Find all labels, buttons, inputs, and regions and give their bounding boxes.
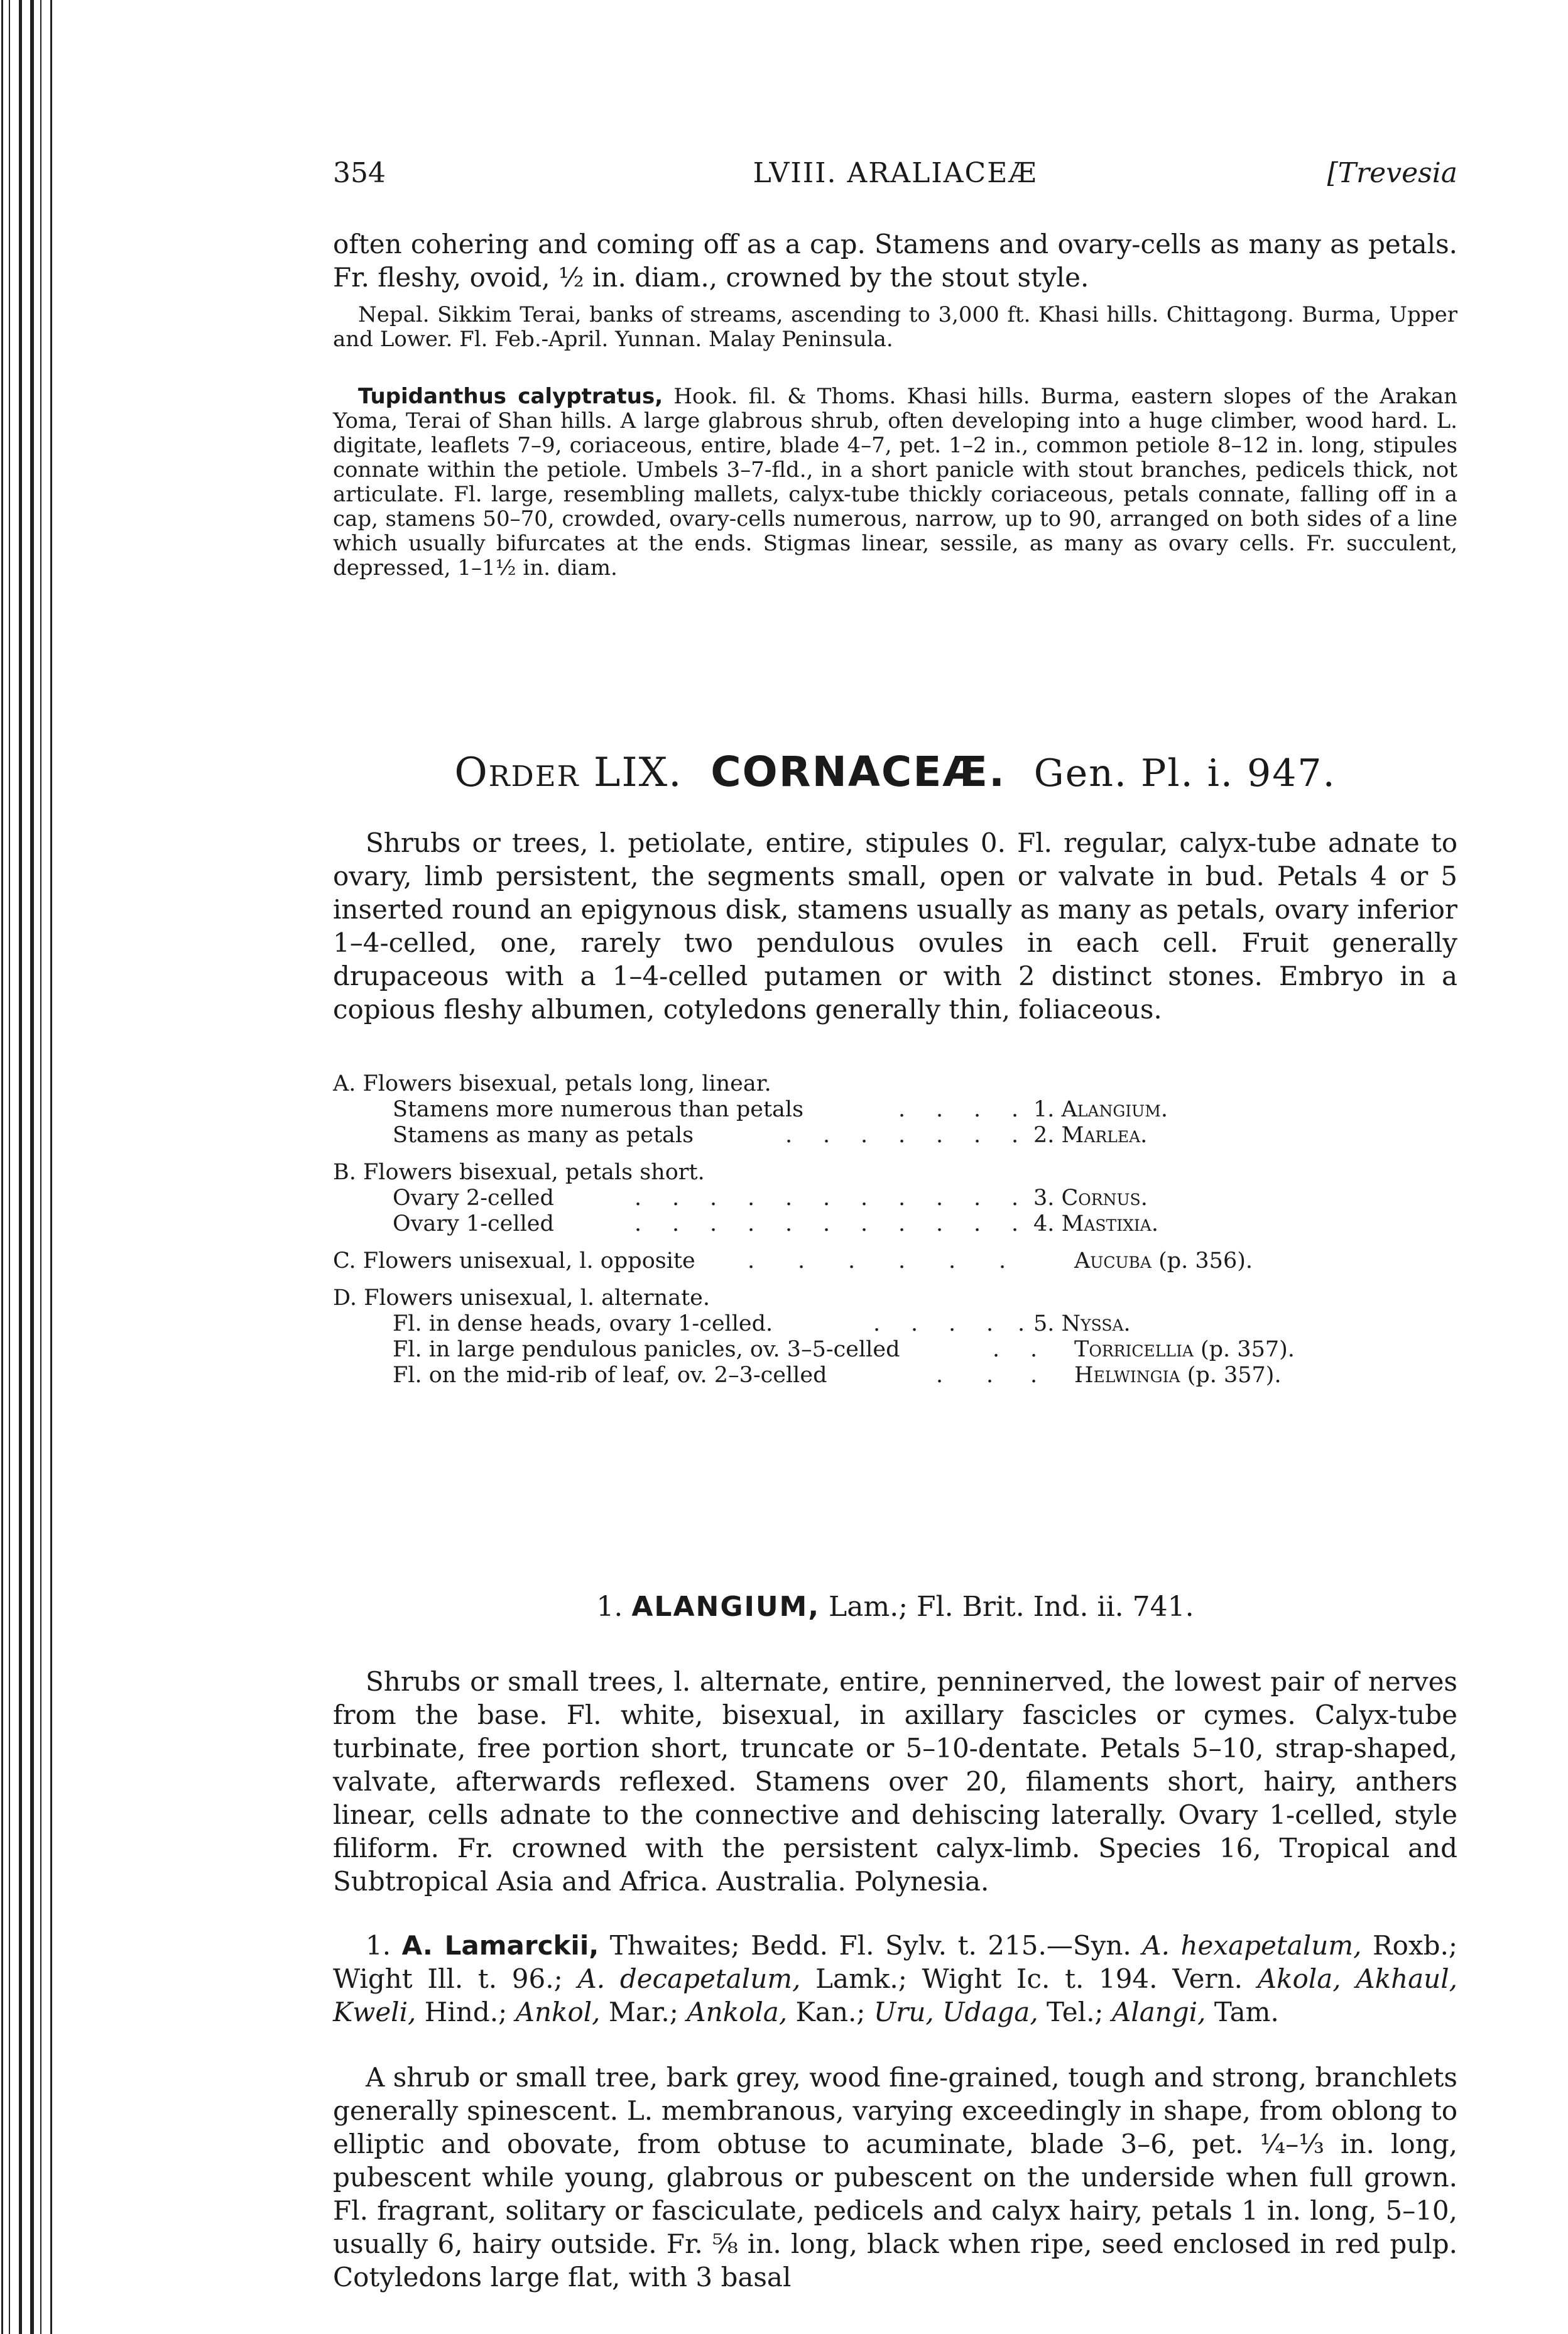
key-row — [333, 1160, 1457, 1186]
distribution-note: Nepal. Sikkim Terai, banks of streams, ascending to 3,000 ft. Khasi hills. Chittagong. Burma, Upper and Lower. Fl. Feb.-April. Yunnan. Malay Peninsula. — [333, 302, 1457, 352]
continuation-paragraph: often cohering and coming off as a cap. Stamens and ovary-cells as many as petals. Fr. fleshy, ovoid, ½ in. diam., crowned by the stout style. — [333, 229, 1457, 293]
key-row: Ovary 1-celled . . . . . . . . . . . 4. Mastixia. — [393, 1211, 1158, 1236]
key-b-heading: B. Flowers bisexual, petals short. — [333, 1160, 705, 1185]
key-d2-result — [1074, 1337, 1295, 1363]
key-row: Fl. in large pendulous panicles, ov. 3–5-celled . . Torricellia (p. 357). — [393, 1337, 1295, 1362]
book-spine-edge — [0, 0, 69, 2334]
order-description: Shrubs or trees, l. petiolate, entire, stipules 0. Fl. regular, calyx-tube adnate to ovary, limb persistent, the segments small, open or valvate in bud. Petals 4 or 5 inserted round an epigynous disk, stamens usually as many as petals, ovary inferior 1–4-celled, one, rarely two pendulous ovules in each cell. Fruit generally drupaceous with a 1–4-celled putamen or with 2 distinct stones. Embryo in a copious fleshy albumen, cotyledons generally thin, foliaceous. — [333, 827, 1457, 1025]
species-citation: Thwaites; Bedd. Fl. Sylv. t. 215.—Syn. — [599, 1930, 1143, 1961]
key-row — [333, 1071, 1457, 1097]
order-reference: Gen. Pl. i. 947. — [1033, 751, 1336, 795]
key-a-heading: A. Flowers bisexual, petals long, linear. — [333, 1071, 771, 1096]
vernacular-name: Ankola, — [687, 1997, 788, 2027]
key-d1-result: 5. Nyssa. — [1033, 1311, 1131, 1336]
key-a2-result: 2. Marlea. — [1033, 1123, 1148, 1148]
order-family: CORNACEÆ. — [710, 748, 1006, 796]
species-heading — [333, 1929, 1457, 2029]
key-c-genus: Aucuba — [1074, 1248, 1152, 1273]
genus-number: 1. — [596, 1591, 623, 1623]
order-number: Order LIX. — [454, 750, 683, 796]
genus-heading — [333, 1591, 1457, 1623]
vernacular-name: Alangi, — [1111, 1997, 1206, 2027]
vernacular-name: Uru, Udaga, — [873, 1997, 1038, 2027]
key-b1-label: Ovary 2-celled — [393, 1186, 554, 1211]
tupidanthus-name: Tupidanthus calyptratus, — [358, 384, 663, 409]
order-title — [333, 748, 1457, 796]
species-number: 1. — [366, 1930, 391, 1961]
species-citation: Kan.; — [787, 1997, 874, 2027]
key-a2-label: Stamens as many as petals — [393, 1123, 694, 1148]
genus-name: ALANGIUM, — [631, 1591, 820, 1623]
key-row: Fl. in dense heads, ovary 1-celled. . . . . . 5. Nyssa. — [393, 1311, 1131, 1336]
key-c-page: (p. 356). — [1151, 1248, 1253, 1273]
vernacular-name: Akola, Akhaul, Kweli, — [333, 1963, 1457, 2027]
key-row: Fl. on the mid-rib of leaf, ov. 2–3-celled . . . Helwingia (p. 357). — [393, 1363, 1282, 1388]
species-citation: Tel.; — [1038, 1997, 1112, 2027]
running-title: LVIII. ARALIACEÆ — [753, 157, 1038, 189]
species-citation: Mar.; — [600, 1997, 687, 2027]
genus-key — [333, 1071, 1457, 1388]
genus-description: Shrubs or small trees, l. alternate, entire, penninerved, the lowest pair of nerves from the base. Fl. white, bisexual, in axillary fascicles or cymes. Calyx-tube turbinate, free portion short, truncate or 5–10-dentate. Petals 5–10, strap-shaped, valvate, afterwards reflexed. Stamens over 20, filaments short, hairy, anthers linear, cells adnate to the connective and dehiscing laterally. Ovary 1-celled, style filiform. Fr. crowned with the persistent calyx-limb. Species 16, Tropical and Subtropical Asia and Africa. Australia. Polynesia. — [333, 1666, 1457, 1897]
genus-reference: Lam.; Fl. Brit. Ind. ii. 741. — [820, 1591, 1194, 1623]
key-d3-page: (p. 357). — [1180, 1363, 1282, 1388]
key-d2-genus: Torricellia — [1074, 1337, 1194, 1362]
key-d2-page: (p. 357). — [1193, 1337, 1295, 1362]
key-row: Ovary 2-celled . . . . . . . . . . . 3. Cornus. — [393, 1186, 1148, 1211]
species-synonym: A. decapetalum, — [577, 1963, 801, 1994]
page-number: 354 — [333, 157, 386, 189]
species-citation: Roxb.; Wight Ill. t. 96.; — [333, 1930, 1457, 1994]
species-citation: Lamk.; Wight Ic. t. 194. Vern. — [800, 1963, 1258, 1994]
running-head — [333, 157, 1457, 195]
key-c-result — [1074, 1248, 1253, 1274]
key-row: C. Flowers unisexual, l. opposite . . . . . . Aucuba (p. 356). — [333, 1248, 1253, 1273]
key-a1-result: 1. Alangium. — [1033, 1097, 1168, 1122]
key-row: Stamens as many as petals . . . . . . . 2. Marlea. — [393, 1123, 1148, 1148]
key-a1-label: Stamens more numerous than petals — [393, 1097, 804, 1122]
key-b2-result: 4. Mastixia. — [1033, 1211, 1158, 1236]
species-synonym: A. hexapetalum, — [1142, 1930, 1362, 1961]
key-d-heading: D. Flowers unisexual, l. alternate. — [333, 1285, 710, 1311]
tupidanthus-note — [333, 384, 1457, 581]
key-c-label: C. Flowers unisexual, l. opposite — [333, 1248, 695, 1273]
tupidanthus-text: Hook. fil. & Thoms. Khasi hills. Burma, eastern slopes of the Arakan Yoma, Terai of Shan hills. A large glabrous shrub, often developing into a huge climber, wood hard. L. digitate, leaflets 7–9, coriaceous, entire, blade 4–7, pet. 1–2 in., common petiole 8–12 in. long, stipules connate within the petiole. Umbels 3–7-fld., in a short panicle with stout branches, pedicels thick, not articulate. Fl. large, resembling mallets, calyx-tube thickly coriaceous, petals connate, falling off in a cap, stamens 50–70, crowded, ovary-cells numerous, narrow, up to 90, arranged on both sides of a line which usually bifurcates at the ends. Stigmas linear, sessile, as many as ovary cells. Fr. succulent, depressed, 1–1½ in. diam. — [333, 384, 1457, 581]
key-d3-label: Fl. on the mid-rib of leaf, ov. 2–3-celled — [393, 1363, 827, 1388]
species-citation: Tam. — [1206, 1997, 1279, 2027]
vernacular-name: Ankol, — [515, 1997, 601, 2027]
key-b1-result: 3. Cornus. — [1033, 1186, 1148, 1211]
key-row — [333, 1285, 1457, 1311]
species-name: A. Lamarckii, — [401, 1930, 599, 1961]
key-d2-label: Fl. in large pendulous panicles, ov. 3–5-celled — [393, 1337, 900, 1362]
key-row: Stamens more numerous than petals . . . . 1. Alangium. — [393, 1097, 1168, 1122]
species-description: A shrub or small tree, bark grey, wood fine-grained, tough and strong, branchlets generally spinescent. L. membranous, varying exceedingly in shape, from oblong to elliptic and obovate, from obtuse to acuminate, blade 3–6, pet. ¼–⅓ in. long, pubescent while young, glabrous or pubescent on the underside when full grown. Fl. fragrant, solitary or fasciculate, pedicels and calyx hairy, petals 1 in. long, 5–10, usually 6, hairy outside. Fr. ⅝ in. long, black when ripe, seed enclosed in red pulp. Cotyledons large flat, with 3 basal — [333, 2062, 1457, 2293]
key-d3-genus: Helwingia — [1074, 1363, 1180, 1388]
species-citation: Hind.; — [416, 1997, 516, 2027]
running-genus: [Trevesia — [1327, 157, 1457, 189]
key-d3-result — [1074, 1363, 1282, 1388]
key-b2-label: Ovary 1-celled — [393, 1211, 554, 1236]
key-d1-label: Fl. in dense heads, ovary 1-celled. — [393, 1311, 773, 1336]
